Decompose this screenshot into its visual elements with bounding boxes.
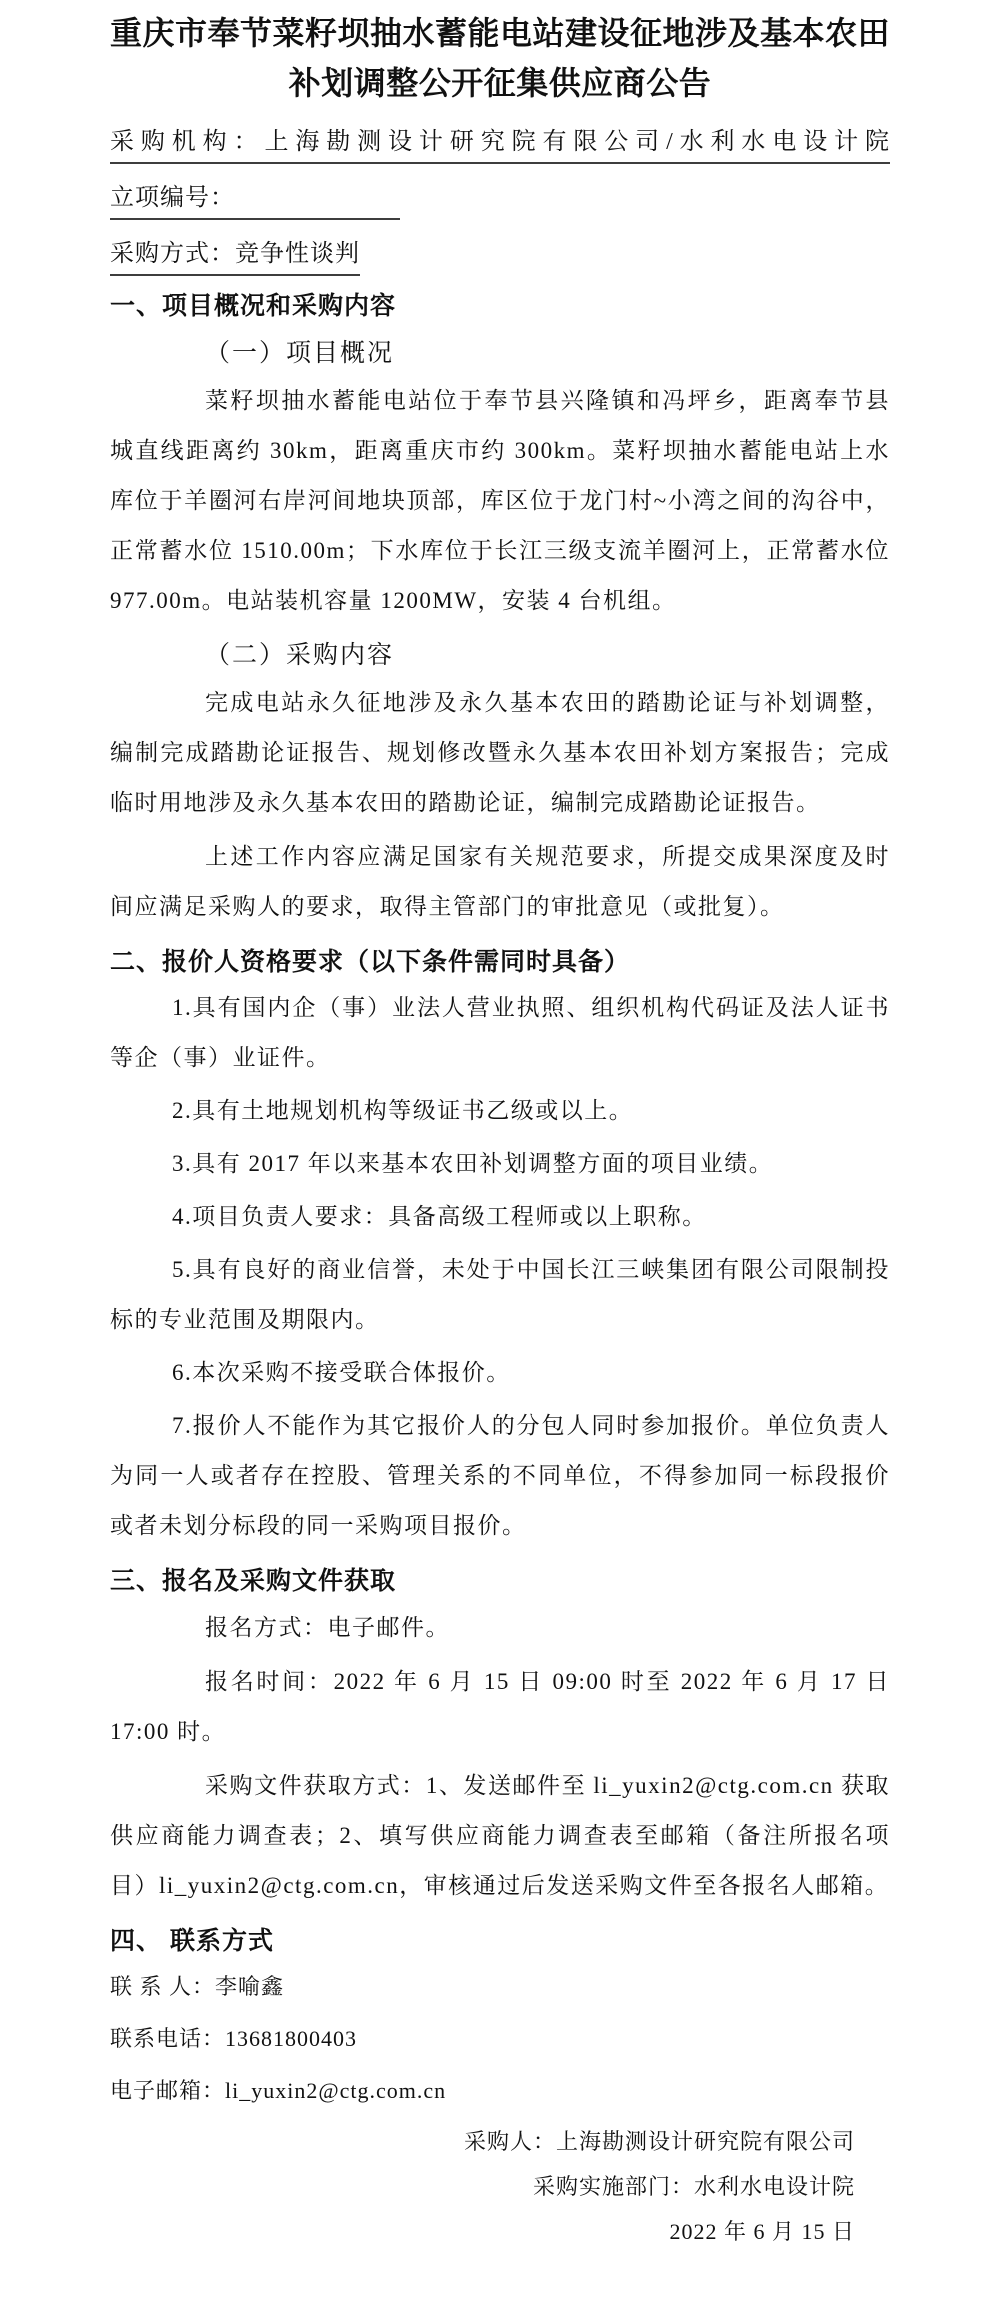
- section4-heading: 四、 联系方式: [110, 1927, 274, 1955]
- section3-heading: 三、报名及采购文件获取: [110, 1567, 397, 1595]
- section2-heading: 二、报价人资格要求（以下条件需同时具备）: [110, 948, 631, 976]
- qualification-item-3: 3.具有 2017 年以来基本农田补划调整方面的项目业绩。: [172, 1151, 774, 1176]
- contact-phone: 联系电话：13681800403: [110, 2026, 358, 2051]
- contact-person: 联 系 人：李喻鑫: [110, 1974, 285, 1999]
- qualification-item-5: 5.具有良好的商业信誉，未处于中国长江三峡集团有限公司限制投标的专业范围及期限内。: [110, 1257, 890, 1332]
- implementing-department-line: 采购实施部门：水利水电设计院: [532, 2174, 855, 2199]
- document-acquisition-paragraph: 采购文件获取方式：1、发送邮件至 li_yuxin2@ctg.com.cn 获取供应商能力调查表；2、填写供应商能力调查表至邮箱（备注所报名项目）li_yuxin2@ctg.com.cn，审核通过后发送采购文件至各报名人邮箱。: [110, 1773, 890, 1898]
- section1-sub1-heading: （一）项目概况: [205, 340, 395, 367]
- meta-project-no-underline: [110, 177, 400, 220]
- contact-block: [110, 1961, 890, 2117]
- meta-agency-line: [110, 121, 890, 164]
- qualification-item-1: 1.具有国内企（事）业法人营业执照、组织机构代码证及法人证书等企（事）业证件。: [110, 995, 890, 1070]
- meta-project-no-text: 立项编号：: [110, 185, 235, 211]
- meta-method-text: 采购方式：竞争性谈判: [110, 233, 360, 276]
- registration-method-paragraph: 报名方式：电子邮件。: [205, 1615, 450, 1640]
- section1-sub2-heading: （二）采购内容: [205, 642, 395, 669]
- contact-email: 电子邮箱：li_yuxin2@ctg.com.cn: [110, 2078, 447, 2103]
- procurement-content-paragraph-2: 上述工作内容应满足国家有关规范要求，所提交成果深度及时间应满足采购人的要求，取得主管部门的审批意见（或批复）。: [110, 844, 890, 919]
- section1-heading: 一、项目概况和采购内容: [110, 292, 397, 320]
- meta-agency-text: 采购机构：上海勘测设计研究院有限公司/水利水电设计院: [110, 121, 890, 164]
- registration-time-paragraph: 报名时间：2022 年 6 月 15 日 09:00 时至 2022 年 6 月 17 日 17:00 时。: [110, 1669, 890, 1744]
- procurement-content-paragraph-1: 完成电站永久征地涉及永久基本农田的踏勘论证与补划调整，编制完成踏勘论证报告、规划修改暨永久基本农田补划方案报告；完成临时用地涉及永久基本农田的踏勘论证，编制完成踏勘论证报告。: [110, 690, 890, 815]
- signature-block: [110, 2119, 890, 2254]
- qualification-item-7: 7.报价人不能作为其它报价人的分包人同时参加报价。单位负责人为同一人或者存在控股、管理关系的不同单位，不得参加同一标段报价或者未划分标段的同一采购项目报价。: [110, 1413, 890, 1538]
- purchaser-line: 采购人：上海勘测设计研究院有限公司: [463, 2129, 855, 2154]
- qualification-item-4: 4.项目负责人要求：具备高级工程师或以上职称。: [172, 1204, 707, 1229]
- meta-project-no-line: [110, 177, 890, 220]
- page-title: 重庆市奉节菜籽坝抽水蓄能电站建设征地涉及基本农田补划调整公开征集供应商公告: [110, 15, 891, 101]
- project-overview-paragraph: 菜籽坝抽水蓄能电站位于奉节县兴隆镇和冯坪乡，距离奉节县城直线距离约 30km，距离重庆市约 300km。菜籽坝抽水蓄能电站上水库位于羊圈河右岸河间地块顶部，库区位于龙门村~小湾之间的沟谷中，正常蓄水位 1510.00m；下水库位于长江三级支流羊圈河上，正常蓄水位 977.00m。电站装机容量 1200MW，安装 4 台机组。: [110, 388, 890, 613]
- announcement-date: 2022 年 6 月 15 日: [669, 2219, 855, 2244]
- meta-method-line: [110, 233, 890, 276]
- qualification-item-6: 6.本次采购不接受联合体报价。: [172, 1360, 511, 1385]
- qualification-item-2: 2.具有土地规划机构等级证书乙级或以上。: [172, 1098, 634, 1123]
